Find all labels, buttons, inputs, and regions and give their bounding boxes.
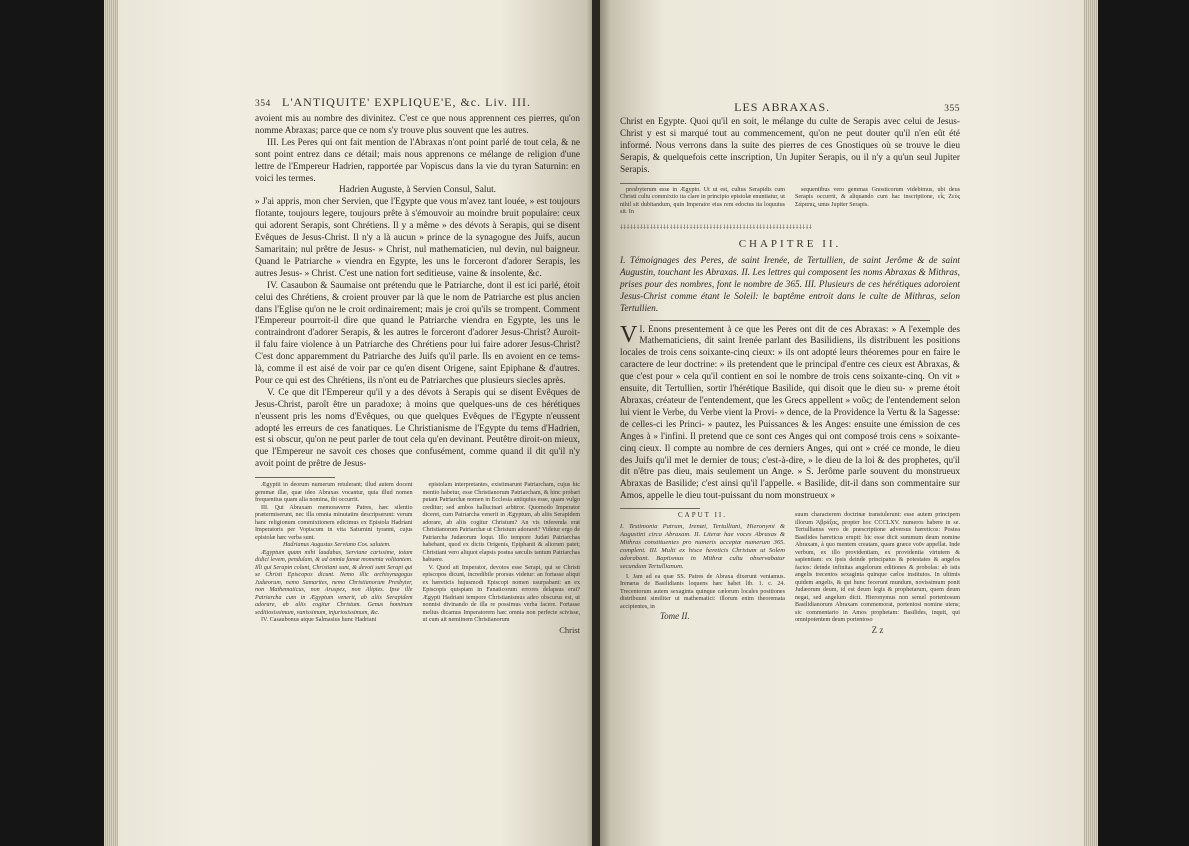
right-page-edges xyxy=(1084,0,1098,846)
latin-note: sequentibus vero gemmas Gnosticorum videbimus, ubi deus Serapis occurrit, & aliquando cum hac inscriptione, εἷς Ζεὺς Σάραπις, unus Jupiter Serapis. xyxy=(795,186,960,208)
latin-notes-column-2 xyxy=(795,512,960,634)
catchword: Christ xyxy=(559,624,580,635)
latin-note: epistolam interpretantes, existimarunt Patriarcham, cujus hic mentio habetur, esse Christianorum Patriarcham, & hinc probari putant Patriarchæ nomen in Ecclesia antiquius esse, quam vulgo creditur; sed ambos hallucinari arbitror. Quomodo Imperator diceret, cum Patriarcha venerit in Ægyptum, ab aliis Serapidem adorare, ab aliis cogitur Christum? An vis inferenda erat Christianorum Patriarchæ ut Christum adoraret? Videtur ergo de Patriarcha Judæorum loqui. Illo tempore Judæi Patriarchas habebant, quod ex dictis Origenis, Epiphanii & aliorum patet; Christiani vero aliquot elapsis postea sæculis tantum Patriarchas habuere. xyxy=(422,482,580,564)
left-latin-notes xyxy=(255,482,580,635)
latin-note: Ægyptum quam mihi laudabas, Serviane carissime, totam didici levem, pendulam, & ad omnia famæ momenta volitantem. Illi qui Serapin colunt, Christiani sunt, & devoti sunt Serapi qui se Christi Episcopos dicunt. Nemo illic archisynagogus Judæorum, nemo Samarites, nemo Christianorum Presbyter, non Mathematicus, non Aruspex, non Aliptes. Ipse ille Patriarcha cum in Ægyptum venerit, ab aliis Serapidem adorare, ab aliis cogitur Christum. Genus hominum seditiosissimum, vanissimum, injuriosissimum, &c. xyxy=(255,549,413,616)
right-latin-chapter-notes xyxy=(620,512,960,634)
left-page-content xyxy=(255,95,580,635)
chapter-body: I. Enons presentement à ce que les Peres ont dit de ces Abraxas: » A l'exemple des Mathematiciens, dit saint Irenée parlant des Basilidiens, ils distribuent les positions locales de trois cens soixante-cinq cieux: » ils ont adopté leurs théoremes pour en faire le caractere de leur doctrine: » ils pretendent que le principal d'entre ces cieux est Abraxas, & que c'est pour » cela qu'il contient en soi le nombre de trois cens soixante-cinq. On vit » ensuite, dit Tertullien, sortir l'hérétique Basilide, qui disoit que le dieu su- » preme étoit Abraxas, créateur de l'entendement, que les Grecs appellent » νοῦς; de l'entendement selon lui vient le Verbe, du Verbe vient la Provi- » dence, de la Providence la Vertu & la Sagesse: de celles-ci les Princi- » pautez, les Puissances & les Anges: ensuite une émission de ces Anges à » l'infini. Il pretend que ce sont ces Anges qui ont composé trois cens » soixante-cinq cieux. Il compte au nombre de ces derniers Anges, qui ont » créé ce monde, le dieu des Juifs qu'il met le dernier de tous; c'est-à-dire, » le dieu de la loi & des prophetes, qu'il dit n'être pas dieu, mais seulement un Ange. » S. Jerôme parle souvent du monstrueux Abraxas de Basilide; c'est ainsi qu'il l'appelle. « Basilide, dit-il dans son commentaire sur Amos, appelle le dieu tout-puissant du nom monstrueux » xyxy=(620,324,960,502)
left-running-title: L'ANTIQUITE' EXPLIQUE'E, &c. Liv. III. xyxy=(282,95,531,109)
hadrian-letter-quote: » J'ai appris, mon cher Servien, que l'Egypte que vous m'avez tant louée, » est toujours flotante, toujours legere, toujours prête à s'émouvoir au moindre bruit populaire: ceux qui adorent Serapis, sont Chrétiens. Il y a même » des dévots à Serapis, qui se disent Evêques de Jesus-Christ. Il n'y a là aucun » prince de la synagogue des Juifs, aucun Samaritain; nul prêtre de Jesus- » Christ, nul mathematicien, nul devin, nul baigneur. Quand le Patriarche » viendra en Egypte, les uns le forceront d'adorer Serapis, les autres Jesus- » Christ. C'est une nation fort seditieuse, vaine & insolente, &c. xyxy=(255,197,580,279)
right-page-number: 355 xyxy=(944,104,960,114)
summary-rule xyxy=(650,320,930,321)
left-paragraph: IV. Casaubon & Saumaise ont prétendu que le Patriarche, dont il est ici parlé, étoit celui des Chrétiens, & croient prouver par là que le nom de Patriarche est plus ancien dans l'Eglise qu'on ne le croit ordinairement; mais je croi qu'ils se trompent. Comment l'Empereur pourroit-il dire que quand le Patriarche viendra en Egypte, les uns le contraindront d'adorer Serapis, & les autres le forceront d'adorer Jesus-Christ? Auroit-il falu faire violence à un Patriarche des Chrétiens pour lui faire adorer Jesus-Christ? C'est donc apparemment du Patriarche des Juifs qu'il parle. Ils en avoient en ce tems-là, comme il est aisé de voir par ce qu'en disent Origene, saint Epiphane & d'autres. Pour ce qui est des Chrétiens, ils n'ont eu de Patriarches que plusieurs siecles après. xyxy=(255,280,580,386)
left-main-text xyxy=(255,114,580,471)
latin-note: V. Quod ait Imperator, devotos esse Serapi, qui se Christi episcopos dicunt, incredibile prorsus videtur: an fortasse aliqui ex hæreticis hujusmodi Episcopi nomen usurpabant: an ex Episcopis quispiam in Fanaticorum errores delapsus erat? Ægypti Hadriani tempore Christianismus adeo obscurus est, ut nonnisi divinando de illa re possimus verba facere. Fortasse melius dicamus Imperatorem hæc omnia non perfecte scivisse, ut cum ait nemiinem Christianorum xyxy=(422,564,580,624)
right-running-header xyxy=(620,100,960,115)
tome-marker: Tome II. xyxy=(660,611,690,622)
right-paragraph: Christ en Egypte. Quoi qu'il en soit, le mélange du culte de Serapis avec celui de Jesus-Christ y est si marqué tout au commencement, qu'on ne peut douter qu'il n'en eût été informé. Nous verrons dans la suite des pierres de ces Gnostiques où se trouve le dieu Serapis, & quelquefois cette inscription, Un Jupiter Serapis, ou il n'y a qu'un seul Jupiter Serapis. xyxy=(620,117,960,175)
latin-note: Ægyptii in deorum numerum retulerant; illud autem docent gemmæ illæ, quæ ideo Abraxas vocantur, quia illud nomen frequentius quam alia nomina, ibi occurrit. xyxy=(255,482,413,504)
latin-note: suum characterem doctrinæ transtulerunt: esse autem principem illorum Ἀβράξας, propter hoc CCCLXV. numeros habere in se. Tertullianus vero de præscriptione adversus hæreticos: Postea Basilides hæreticus erupit: hic esse dicit summum deum nomine Abraxam, à quo mentem creatam, quam græce νοῦν appellat. Inde verbum, ex illo providentiam, ex providentia virtutem & sapientiam: ex ipsis deinde principatus & potestates & angelos factos: deinde infinitas angelorum editiones & probolas: ab istis angelis trecentos sexaginta quinque cælos institutos. In ultimis quidem angelis, & qui hunc fecerunt mundum, novissimum ponit Judæorum deum, id est deum legis & prophetarum, quem deum negat, sed angelum dicit. Hieronymus non semel portentosum Basilidianorum Abraxam commemorat, portentosi nomine utens; sic commentario in Amos prophetam: Basilides, inquit, qui omnipotentem deum portentoso xyxy=(795,512,960,624)
right-main-text xyxy=(620,117,960,177)
right-latin-notes xyxy=(620,187,960,217)
drop-capital: V xyxy=(620,321,638,348)
latin-note: III. Qui Abraxam memoraverre Patres, hæc silentio prætermiserunt, nec illa omnia minutatim descripserunt: verum hanc religionum commixtionem edicimus ex Epistola Hadriani Imperatoris per Vopiscum in vita Saturnini tyranni, cujus epistolæ hæc verba sunt. xyxy=(255,504,413,541)
signature-mark: Z z xyxy=(871,624,884,635)
left-page-number: 354 xyxy=(255,99,271,109)
book-gutter xyxy=(592,0,600,846)
left-paragraph: III. Les Peres qui ont fait mention de l'Abraxas n'ont point parlé de tout cela, & ne sont point entrez dans ce détail; mais nous apprenons ce mélange de religion d'une lettre de l'Empereur Hadrien, rapportée par Vopiscus dans la vie du tyran Saturnin: en voici les termes. xyxy=(255,137,580,184)
right-notes-column-1 xyxy=(620,187,785,217)
right-page-content xyxy=(620,100,960,634)
chapter-summary: I. Témoignages des Peres, de saint Irenée, de Tertullien, de saint Jerôme & de saint Augustin, touchant les Abraxas. II. Les lettres qui composent les noms Abraxas & Mithras, prises pour des nombres, font le nombre de 365. III. Plusieurs de ces hérétiques adoroient Jesus-Christ comme étant le Soleil: le baptême entroit dans le culte de Mithras, selon Tertullien. xyxy=(620,255,960,314)
right-running-title: LES ABRAXAS. xyxy=(734,100,831,114)
left-running-header xyxy=(255,95,580,110)
latin-note-salutation: Hadrianus Augustus Serviano Cos. salutem. xyxy=(282,542,391,549)
left-page-edges xyxy=(104,0,118,846)
latin-note: IV. Casaubonus atque Salmasius hunc Hadriani xyxy=(261,617,377,624)
footnote-rule xyxy=(620,508,700,509)
left-notes-column-2 xyxy=(423,482,581,635)
ornamental-band: ⸸⸸⸸⸸⸸⸸⸸⸸⸸⸸⸸⸸⸸⸸⸸⸸⸸⸸⸸⸸⸸⸸⸸⸸⸸⸸⸸⸸⸸⸸⸸⸸⸸⸸⸸⸸⸸⸸⸸⸸⸸⸸⸸⸸⸸⸸⸸⸸⸸⸸⸸⸸⸸⸸⸸⸸⸸⸸ xyxy=(620,224,813,231)
left-paragraph: avoient mis au nombre des divinitez. C'est ce que nous apprennent ces pierres, qu'on nomme Abraxas; parce que ce nom s'y trouve plus souvent que les autres. xyxy=(255,114,580,136)
latin-note: I. Jam ad ea quæ SS. Patres de Abraxa dixerunt veniamus. Irenæus de Basilidianis loquens hæc habet lib. 1. c. 24. Trecentorum autem sexaginta quinque cælorum locales positiones distribuunt similiter ut mathematici: illorum enim theoremata accipientes, in xyxy=(620,573,785,610)
footnote-rule xyxy=(620,183,700,184)
right-notes-column-2 xyxy=(795,187,960,217)
footnote-rule xyxy=(255,477,335,478)
latin-notes-column-1 xyxy=(620,512,785,634)
latin-caput-heading: CAPUT II. xyxy=(678,511,727,520)
letter-salutation: Hadrien Auguste, à Servien Consul, Salut. xyxy=(339,185,496,196)
left-notes-column-1 xyxy=(255,482,413,635)
left-paragraph: V. Ce que dit l'Empereur qu'il y a des dévots à Serapis qui se disent Evêques de Jesus-Christ, paroît être un paradoxe; à moins que quelques-uns de ces hérétiques n'eussent pris les noms d'Evêques, ou que quelques Evêques de l'Egypte n'eussent adopté les erreurs de ces fanatiques. Le Christianisme de l'Egypte du tems d'Hadrien, est si obscur, qu'on ne peut parler de tout cela qu'en devinant. Peutêtre diroit-on mieux, que l'Empereur ne savoit ces choses que confusément, comme quand il dit qu'il n'y avoit point de prêtre de Jesus- xyxy=(255,387,580,470)
latin-summary: I. Testimonia Patrum, Irenæi, Tertulliani, Hieronymi & Augustini circa Abraxam. II. Literæ hae voces Abraxas & Mithras constituentes pro numeris acceptæ numerum 365. complent. III. Multi ex hisce hereticis Christum ut Solem adorabant. Baptismus in Mithræ cultu observabatur secundum Tertullianum. xyxy=(620,522,785,570)
latin-note: presbyterum esse in Ægypto. Ut ut est, cultus Serapidis cum Christi cultu commixtio ita clare in principio epistolæ enuntiatur, ut nihil sit dubitandum, quin Imperator eius rem edoctus ita loquutus sit. In xyxy=(620,186,785,216)
chapter-heading: CHAPITRE II. xyxy=(738,237,842,250)
chapter-text xyxy=(620,321,960,504)
